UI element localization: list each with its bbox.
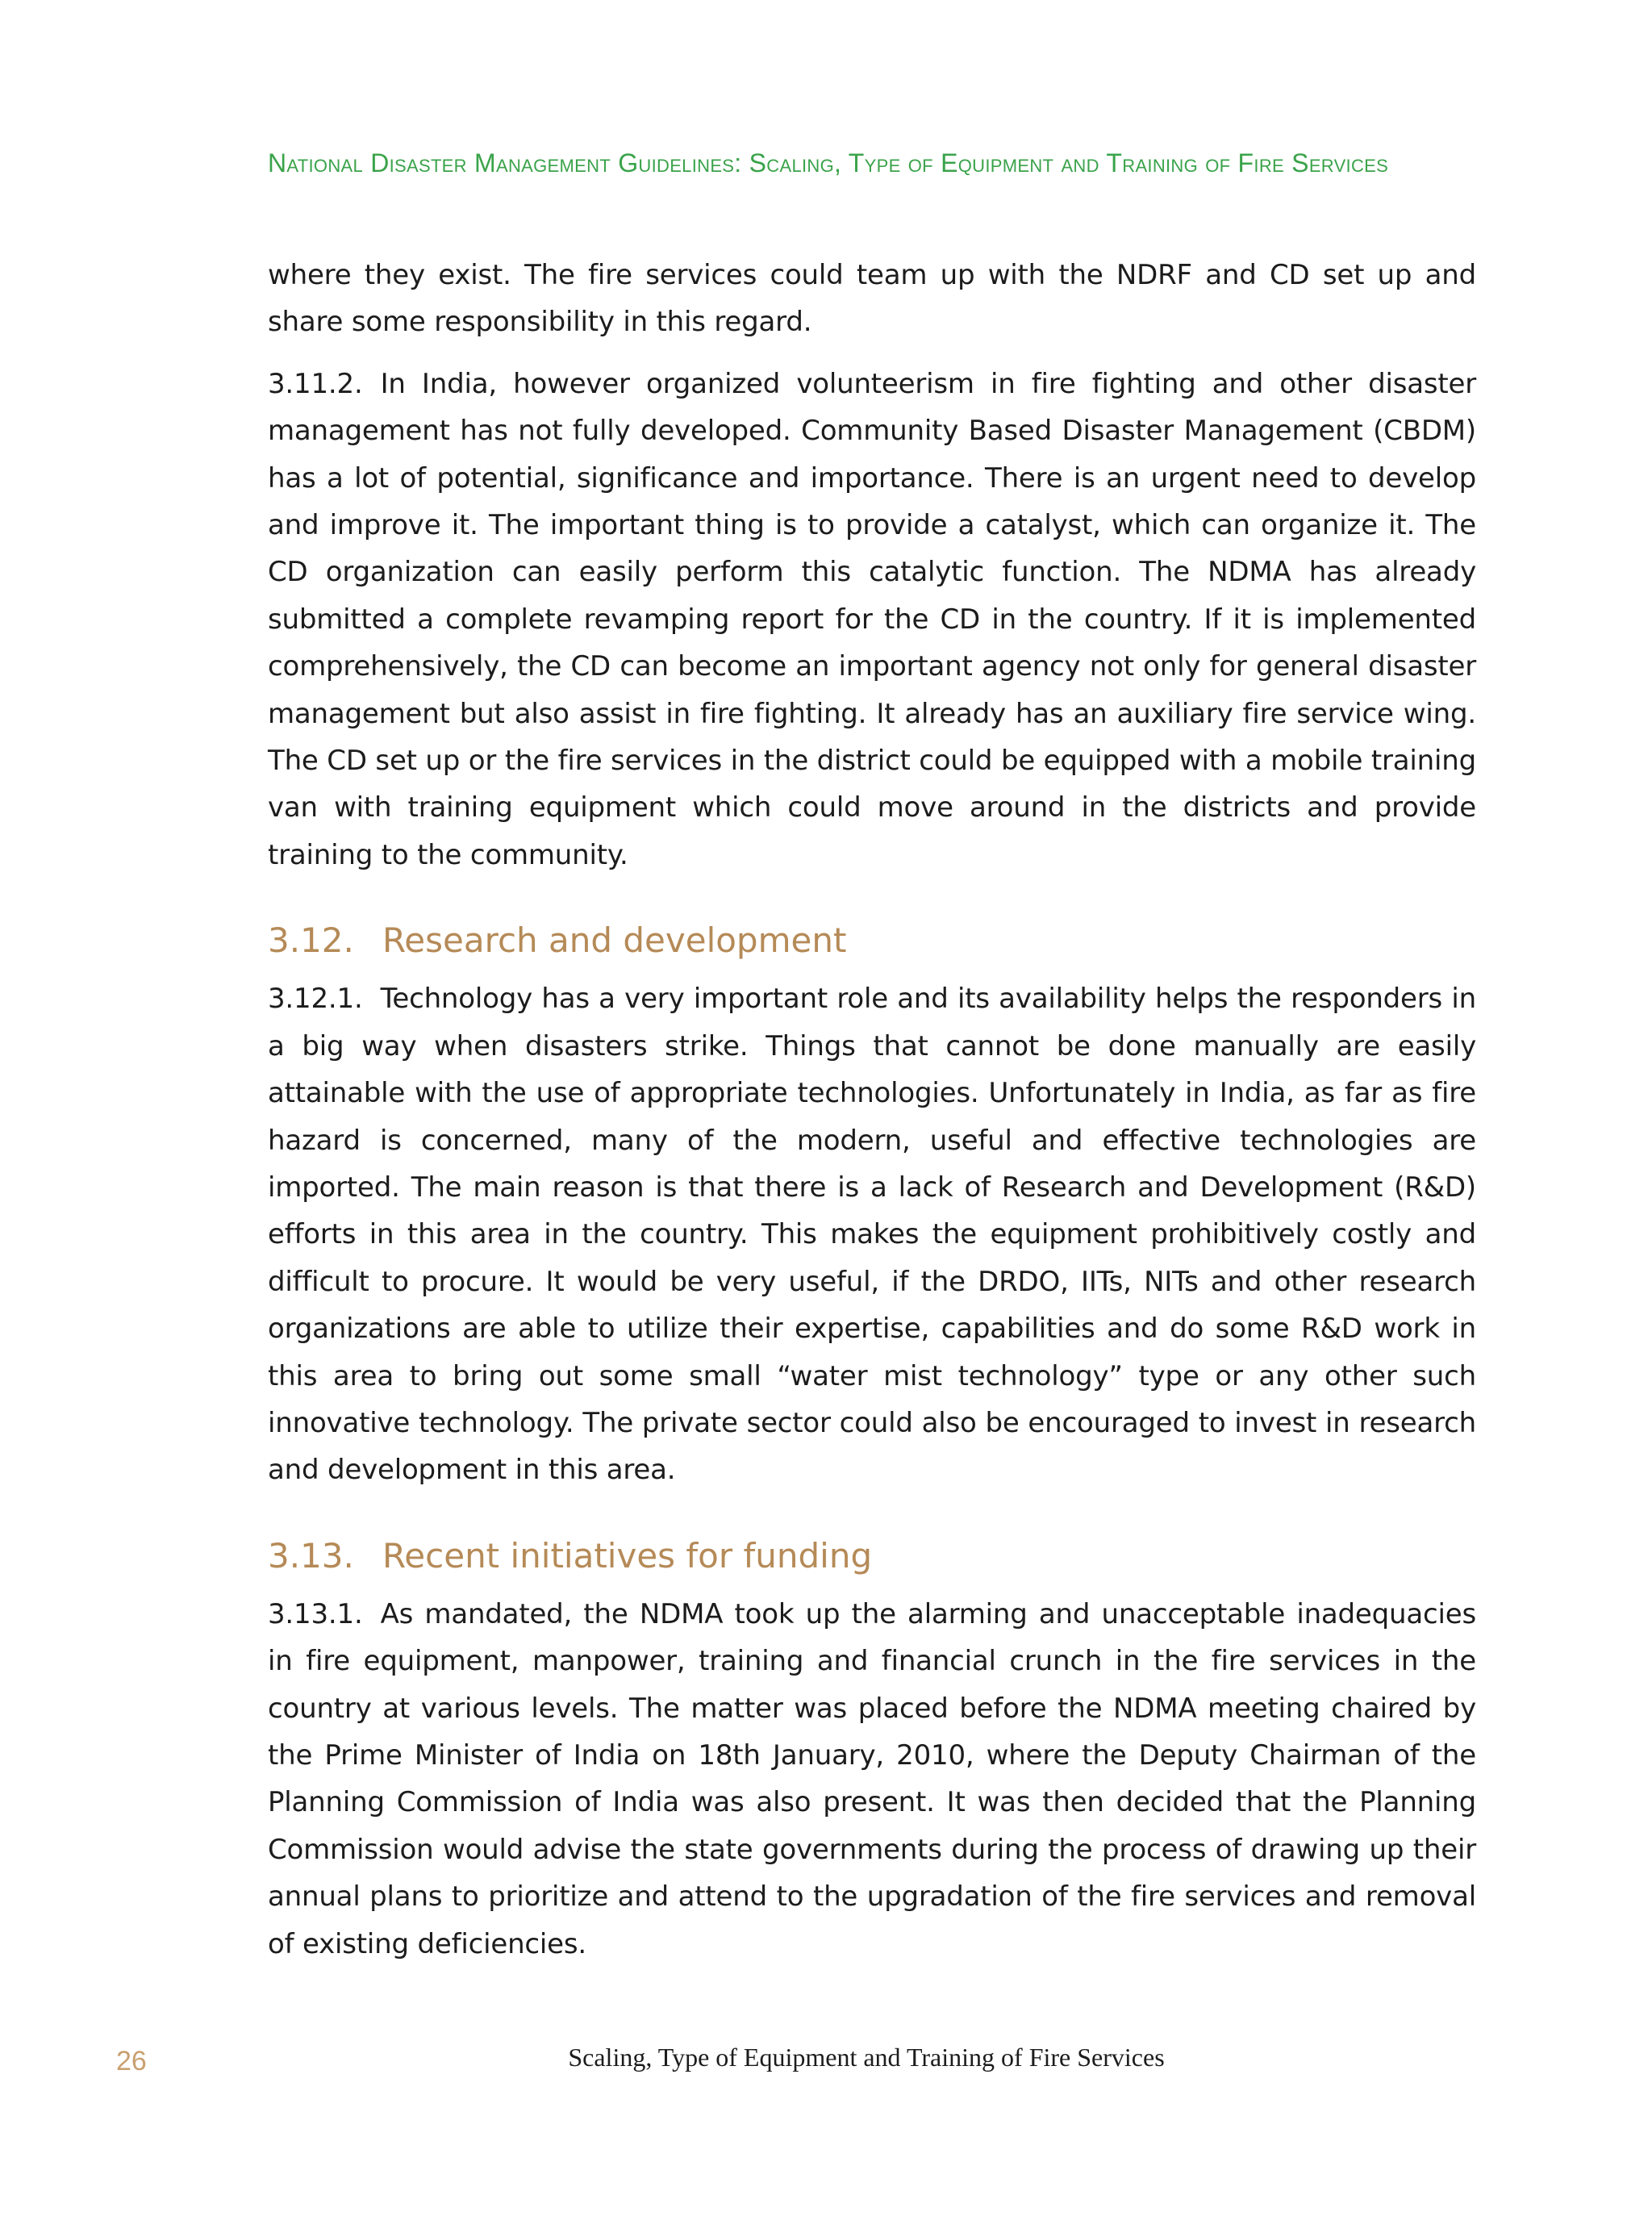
paragraph-3-12-1 — [268, 975, 1476, 1493]
paragraph-continuation: where they exist. The fire services could team up with the NDRF and CD set up and share some responsibility in this regard. — [268, 259, 1476, 339]
paragraph-3-13-1 — [268, 1591, 1476, 1968]
page-number: 26 — [116, 2046, 147, 2076]
section-heading-3-13 — [268, 1533, 1476, 1580]
paragraph-text: As mandated, the NDMA took up the alarming and unacceptable inadequacies in fire equipment, manpower, training and financial crunch in the fire services in the country at various levels. The matter was placed before the NDMA meeting chaired by the Prime Minister of India on 18th January, 2010, where the Deputy Chairman of the Planning Commission of India was also present. It was then decided that the Planning Commission would advise the state governments during the process of drawing up their annual plans to prioritize and attend to the upgradation of the fire services and removal of existing deficiencies. — [268, 1597, 1476, 1960]
section-title: Research and development — [382, 920, 847, 961]
section-title: Recent initiatives for funding — [382, 1535, 873, 1576]
section-heading-3-12 — [268, 917, 1476, 964]
paragraph-number: 3.11.2. — [268, 367, 363, 400]
running-header: National Disaster Management Guidelines: Scaling, Type of Equipment and Training of Fire Services — [268, 148, 1389, 177]
footer-title: Scaling, Type of Equipment and Training of Fire Services — [568, 2043, 1165, 2072]
paragraph-number: 3.12.1. — [268, 983, 363, 1016]
section-number: 3.12. — [268, 920, 354, 961]
paragraph-text: Technology has a very important role and its availability helps the responders in a big way when disasters strike. Things that cannot be done manually are easily attainable with the use of appropriate technologies. Unfortunately in India, as far as fire hazard is concerned, many of the modern, useful and effective technologies are imported. The main reason is that there is a lack of Research and Development (R&D) efforts in this area in the country. This makes the equipment prohibitively costly and difficult to procure. It would be very useful, if the DRDO, IITs, NITs and other research organizations are able to utilize their expertise, capabilities and do some R&D work in this area to bring out some small “water mist technology” type or any other such innovative technology. The private sector could also be encouraged to invest in research and development in this area. — [268, 983, 1476, 1487]
paragraph-3-11-2 — [268, 361, 1476, 879]
section-number: 3.13. — [268, 1535, 354, 1576]
page-body — [268, 252, 1476, 1982]
paragraph-number: 3.13.1. — [268, 1597, 363, 1630]
paragraph-text: In India, however organized volunteerism in fire fighting and other disaster management has not fully developed. Community Based Disaster Management (CBDM) has a lot of potential, significance and importance. There is an urgent need to develop and improve it. The important thing is to provide a catalyst, which can organize it. The CD organization can easily perform this catalytic function. The NDMA has already submitted a complete revamping report for the CD in the country. If it is implemented comprehensively, the CD can become an important agency not only for general disaster management but also assist in fire fighting. It already has an auxiliary fire service wing. The CD set up or the fire services in the district could be equipped with a mobile training van with training equipment which could move around in the districts and provide training to the community. — [268, 367, 1476, 871]
